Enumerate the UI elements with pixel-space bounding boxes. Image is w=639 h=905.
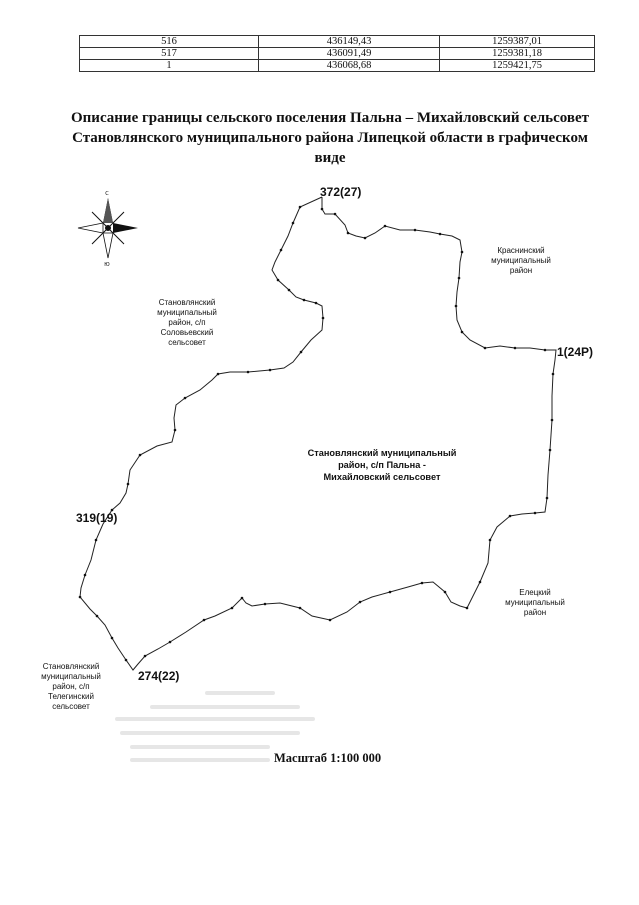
table-cell: 436091,49 xyxy=(259,48,440,60)
table-cell: 436068,68 xyxy=(259,60,440,72)
title-line-1: Описание границы сельского поселения Пальна – Михайловский сельсовет xyxy=(71,110,589,126)
point-label-319: 319(19) xyxy=(76,511,118,525)
point-label-1: 1(24Р) xyxy=(557,345,594,359)
title-line-3: виде xyxy=(314,150,346,166)
label-palna-mikhaylovsky: Становлянский муниципальный район, с/п Пальна - Михайловский сельсовет xyxy=(307,448,457,482)
point-label-274: 274(22) xyxy=(138,669,180,683)
map-scale: Масштаб 1:100 000 xyxy=(274,751,382,765)
label-krasninsky: Краснинский муниципальный район xyxy=(491,246,551,275)
table-cell: 436149,43 xyxy=(259,36,440,48)
label-eletsky: Елецкий муниципальный район xyxy=(505,588,565,617)
title-line-2: Становлянского муниципального района Липецкой области в графическом xyxy=(72,130,588,146)
table-cell: 1259387,01 xyxy=(440,36,595,48)
compass-south-label: Ю xyxy=(104,262,110,268)
table-cell: 517 xyxy=(80,48,259,60)
label-solovievsky: Становлянский муниципальный район, с/п Соловьевский сельсовет xyxy=(157,298,217,347)
table-cell: 1 xyxy=(80,60,259,72)
label-teleginsky: Становлянский муниципальный район, с/п Телегинский сельсовет xyxy=(41,662,101,711)
table-cell: 1259381,18 xyxy=(440,48,595,60)
table-cell: 516 xyxy=(80,36,259,48)
compass-north-label: С xyxy=(105,191,109,197)
table-cell: 1259421,75 xyxy=(440,60,595,72)
point-label-372: 372(27) xyxy=(320,185,362,199)
compass-rose-icon xyxy=(78,198,138,258)
